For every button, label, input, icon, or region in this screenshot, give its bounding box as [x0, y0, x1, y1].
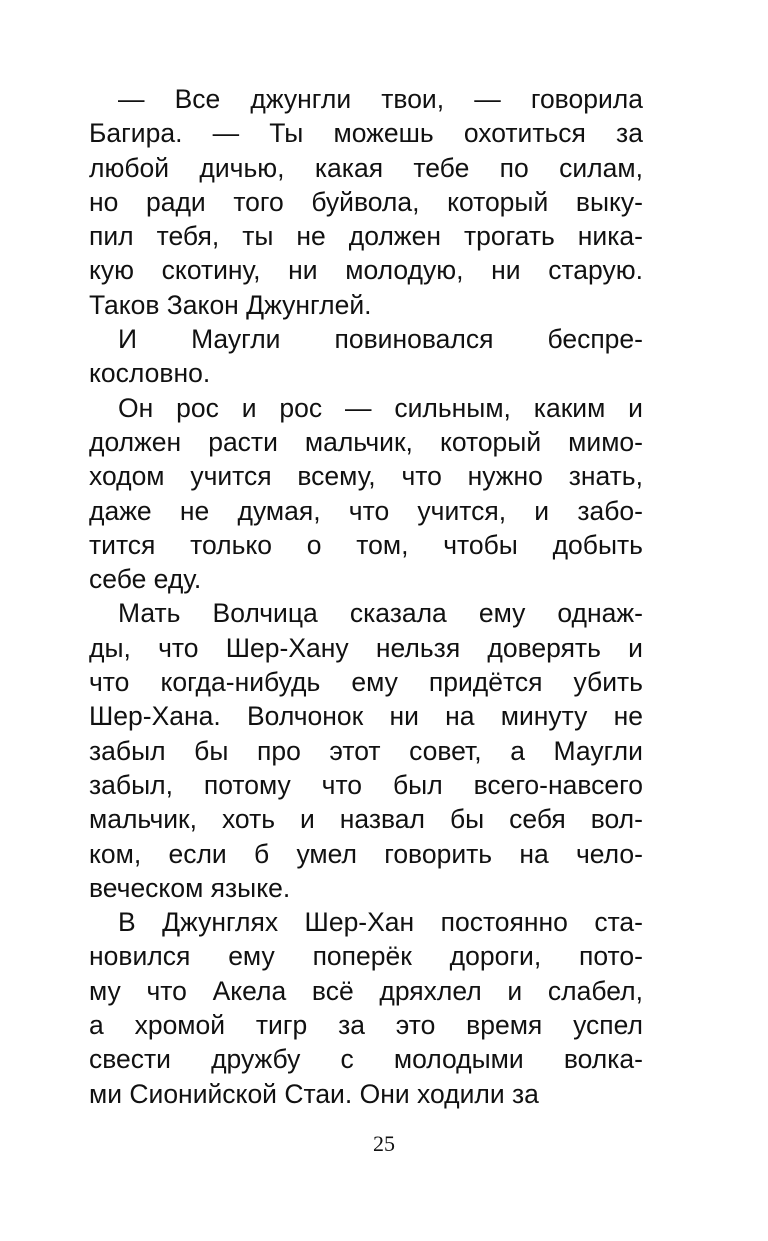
paragraph	[89, 596, 643, 905]
text-line: забыл, потому что был всего-навсего	[89, 769, 643, 800]
text-line: свести дружбу с молодыми волка-	[89, 1044, 643, 1075]
paragraph	[89, 905, 643, 1111]
paragraph	[89, 322, 643, 391]
text-line: ды, что Шер-Хану нельзя доверять и	[89, 632, 643, 663]
text-line: — Все джунгли твои, — говорила	[118, 84, 643, 114]
text-line: ми Сионийской Стаи. Они ходили за	[89, 1078, 539, 1109]
text-line: му что Акела всё дряхлел и слабел,	[89, 975, 643, 1006]
text-line: кословно.	[89, 358, 211, 389]
page-number: 25	[373, 1131, 395, 1156]
paragraph	[89, 391, 643, 597]
text-line: должен расти мальчик, который мимо-	[89, 426, 643, 457]
text-line: тится только о том, чтобы добыть	[89, 529, 643, 560]
text-line: И Маугли повиновался беспре-	[118, 324, 643, 355]
text-line: себе еду.	[89, 564, 202, 595]
text-line: Багира. — Ты можешь охотиться за	[89, 118, 643, 149]
paragraph	[89, 82, 643, 322]
text-line: любой дичью, какая тебе по силам,	[89, 152, 643, 183]
text-line: Он рос и рос — сильным, каким и	[118, 392, 643, 423]
body-text	[89, 82, 643, 1111]
text-line: что когда-нибудь ему придётся убить	[89, 667, 643, 698]
text-line: но ради того буйвола, который выку-	[89, 186, 643, 217]
text-line: Таков Закон Джунглей.	[89, 289, 372, 320]
text-line: новился ему поперёк дороги, пото-	[89, 941, 643, 972]
text-line: ком, если б умел говорить на чело-	[89, 838, 643, 869]
text-line: а хромой тигр за это время успел	[89, 1010, 643, 1041]
text-line: ходом учится всему, что нужно знать,	[89, 461, 643, 492]
text-line: Шер-Хана. Волчонок ни на минуту не	[89, 701, 643, 732]
text-line: кую скотину, ни молодую, ни старую.	[89, 255, 643, 286]
text-line: В Джунглях Шер-Хан постоянно ста-	[118, 907, 643, 938]
text-line: пил тебя, ты не должен трогать ника-	[89, 221, 643, 252]
text-line: даже не думая, что учится, и забо-	[89, 495, 643, 526]
text-line: Мать Волчица сказала ему однаж-	[118, 598, 643, 629]
text-line: веческом языке.	[89, 872, 291, 903]
text-line: мальчик, хоть и назвал бы себя вол-	[89, 804, 643, 835]
text-line: забыл бы про этот совет, а Маугли	[89, 735, 643, 766]
